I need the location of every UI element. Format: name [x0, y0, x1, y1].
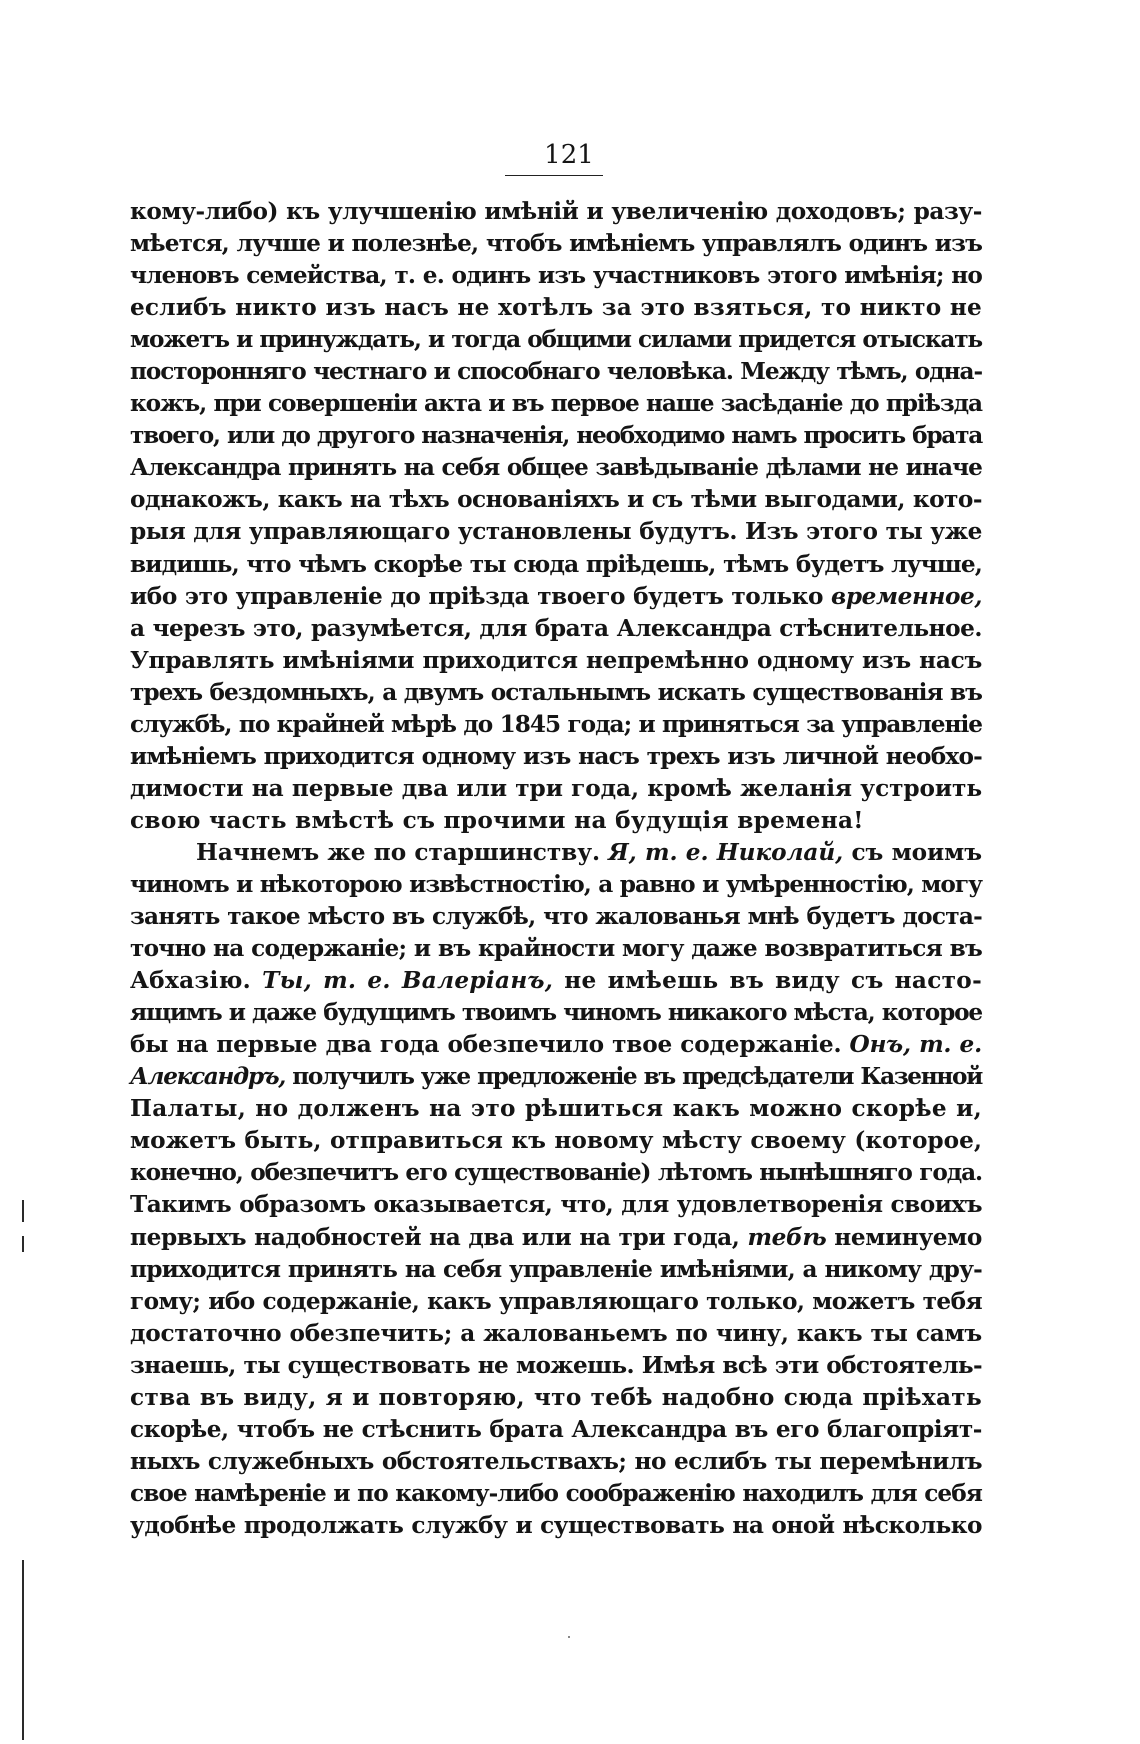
- text-line: [130, 356, 982, 388]
- text-segment: приходится принять на себя управленіе имѣніями, а никому дру-: [130, 1255, 982, 1283]
- text-segment: точно на содержаніе; и въ крайности могу даже возвратиться въ: [130, 935, 982, 963]
- italic-text: Я, т. е. Николай,: [608, 838, 844, 866]
- text-segment: конечно, обезпечитъ его существованіе) лѣтомъ нынѣшняго года.: [130, 1159, 982, 1187]
- italic-text: временное,: [831, 582, 982, 610]
- text-line: [130, 549, 982, 581]
- text-segment: видишь, что чѣмъ скорѣе ты сюда пріѣдешь, тѣмъ будетъ лучше,: [130, 550, 982, 578]
- text-line: [130, 1286, 982, 1318]
- text-segment: достаточно обезпечить; а жалованьемъ по чину, какъ ты самъ: [130, 1319, 982, 1347]
- text-segment: Палаты, но долженъ на это рѣшиться какъ можно скорѣе и,: [130, 1095, 982, 1123]
- text-segment: скорѣе, чтобъ не стѣснить брата Александра въ его благопріят-: [130, 1415, 982, 1443]
- text-line: [130, 677, 982, 709]
- text-segment: не имѣешь въ виду съ насто-: [553, 967, 982, 995]
- text-line: [130, 997, 982, 1029]
- text-line: [130, 452, 982, 484]
- text-segment: можетъ и принуждать, и тогда общими силами придется отыскать: [130, 326, 982, 354]
- text-segment: кому-либо) къ улучшенію имѣній и увеличенію доходовъ; разу-: [130, 198, 982, 225]
- text-segment: Управлять имѣніями приходится непремѣнно одному изъ насъ: [130, 646, 982, 674]
- text-segment: свою часть вмѣстѣ съ прочими на будущія времена!: [130, 806, 864, 834]
- text-line: [130, 1189, 982, 1221]
- text-line: [130, 196, 982, 228]
- text-segment: занять такое мѣсто въ службѣ, что жалованья мнѣ будетъ доста-: [130, 903, 982, 931]
- text-segment: посторонняго честнаго и способнаго человѣка. Между тѣмъ, одна-: [130, 358, 982, 386]
- text-segment: первыхъ надобностей на два или на три года,: [130, 1223, 748, 1251]
- text-segment: Александра принять на себя общее завѣдываніе дѣлами не иначе: [130, 454, 982, 482]
- text-line: [130, 1029, 982, 1061]
- text-line: [130, 1510, 982, 1542]
- text-segment: еслибъ никто изъ насъ не хотѣлъ за это взяться, то никто не: [130, 294, 982, 322]
- text-line: [130, 1222, 982, 1254]
- text-line: [130, 1382, 982, 1414]
- scan-margin-mark: [22, 1560, 24, 1740]
- text-line: [130, 388, 982, 420]
- text-line: [130, 869, 982, 901]
- text-line: [130, 1093, 982, 1125]
- text-line: [130, 805, 982, 837]
- text-line: [130, 1061, 982, 1093]
- text-segment: димости на первые два или три года, кромѣ желанія устроить: [130, 774, 982, 802]
- text-segment: ства въ виду, я и повторяю, что тебѣ надобно сюда пріѣхать: [130, 1383, 982, 1411]
- text-line: [130, 741, 982, 773]
- scan-margin-mark: [22, 1236, 24, 1252]
- text-line: [130, 292, 982, 324]
- text-line: [130, 1478, 982, 1510]
- text-line: [130, 260, 982, 292]
- text-line: [130, 324, 982, 356]
- text-segment: Абхазію.: [130, 967, 263, 995]
- text-segment: съ моимъ: [843, 838, 982, 866]
- text-segment: ящимъ и даже будущимъ твоимъ чиномъ никакого мѣста, которое: [130, 999, 982, 1027]
- page-number: 121: [544, 140, 594, 170]
- text-line: [130, 613, 982, 645]
- text-segment: свое намѣреніе и по какому-либо соображенію находилъ для себя: [130, 1479, 982, 1507]
- scan-margin-mark: [22, 1200, 24, 1222]
- scan-speck: [568, 1636, 570, 1638]
- text-line: [130, 516, 982, 548]
- italic-text: Онъ, т. е.: [849, 1031, 982, 1059]
- text-line: [130, 581, 982, 613]
- text-line: [130, 773, 982, 805]
- text-segment: трехъ бездомныхъ, а двумъ остальнымъ искать существованія въ: [130, 678, 982, 706]
- text-segment: знаешь, ты существовать не можешь. Имѣя всѣ эти обстоятель-: [130, 1351, 982, 1379]
- text-segment: твоего, или до другого назначенія, необходимо намъ просить брата: [130, 422, 982, 450]
- text-segment: ныхъ служебныхъ обстоятельствахъ; но еслибъ ты перемѣнилъ: [130, 1447, 982, 1475]
- text-segment: удобнѣе продолжать службу и существовать на оной нѣсколько: [130, 1511, 982, 1539]
- italic-text: Александръ,: [130, 1063, 285, 1091]
- page-number-rule: [505, 175, 603, 176]
- text-segment: Начнемъ же по старшинству.: [196, 838, 609, 866]
- text-line: [130, 484, 982, 516]
- text-line: [130, 837, 982, 869]
- text-segment: имѣніемъ приходится одному изъ насъ трехъ изъ личной необхо-: [130, 742, 982, 770]
- text-line: [130, 1414, 982, 1446]
- text-segment: ибо это управленіе до пріѣзда твоего будетъ только: [130, 582, 832, 610]
- text-segment: чиномъ и нѣкоторою извѣстностію, а равно и умѣренностію, могу: [130, 870, 982, 898]
- text-segment: а черезъ это, разумѣется, для брата Александра стѣснительное.: [130, 614, 982, 642]
- text-line: [130, 1318, 982, 1350]
- text-line: [130, 420, 982, 452]
- text-line: [130, 933, 982, 965]
- text-line: [130, 645, 982, 677]
- text-segment: получилъ уже предложеніе въ предсѣдатели Казенной: [285, 1063, 982, 1091]
- text-segment: мѣется, лучше и полезнѣе, чтобъ имѣніемъ управлялъ одинъ изъ: [130, 230, 982, 258]
- text-segment: однакожъ, какъ на тѣхъ основаніяхъ и съ тѣми выгодами, кото-: [130, 486, 982, 514]
- italic-text: тебѣ: [747, 1223, 827, 1251]
- text-segment: гому; ибо содержаніе, какъ управляющаго только, можетъ тебя: [130, 1287, 982, 1315]
- body-text: [130, 196, 982, 1542]
- text-line: [130, 1157, 982, 1189]
- text-segment: рыя для управляющаго установлены будутъ. Изъ этого ты уже: [130, 518, 982, 546]
- text-segment: кожъ, при совершеніи акта и въ первое наше засѣданіе до пріѣзда: [130, 390, 982, 418]
- text-line: [130, 1446, 982, 1478]
- text-line: [130, 965, 982, 997]
- text-segment: можетъ быть, отправиться къ новому мѣсту своему (которое,: [130, 1127, 982, 1155]
- text-segment: неминуемо: [826, 1223, 982, 1251]
- text-segment: бы на первые два года обезпечило твое содержаніе.: [130, 1031, 850, 1059]
- text-segment: Такимъ образомъ оказывается, что, для удовлетворенія своихъ: [130, 1191, 982, 1219]
- text-line: [130, 228, 982, 260]
- italic-text: Ты, т. е. Валеріанъ,: [262, 967, 554, 995]
- text-line: [130, 1350, 982, 1382]
- text-line: [130, 901, 982, 933]
- text-line: [130, 1125, 982, 1157]
- text-line: [130, 1254, 982, 1286]
- text-line: [130, 709, 982, 741]
- text-segment: службѣ, по крайней мѣрѣ до 1845 года; и приняться за управленіе: [130, 710, 982, 738]
- text-segment: членовъ семейства, т. е. одинъ изъ участниковъ этого имѣнія; но: [130, 262, 982, 290]
